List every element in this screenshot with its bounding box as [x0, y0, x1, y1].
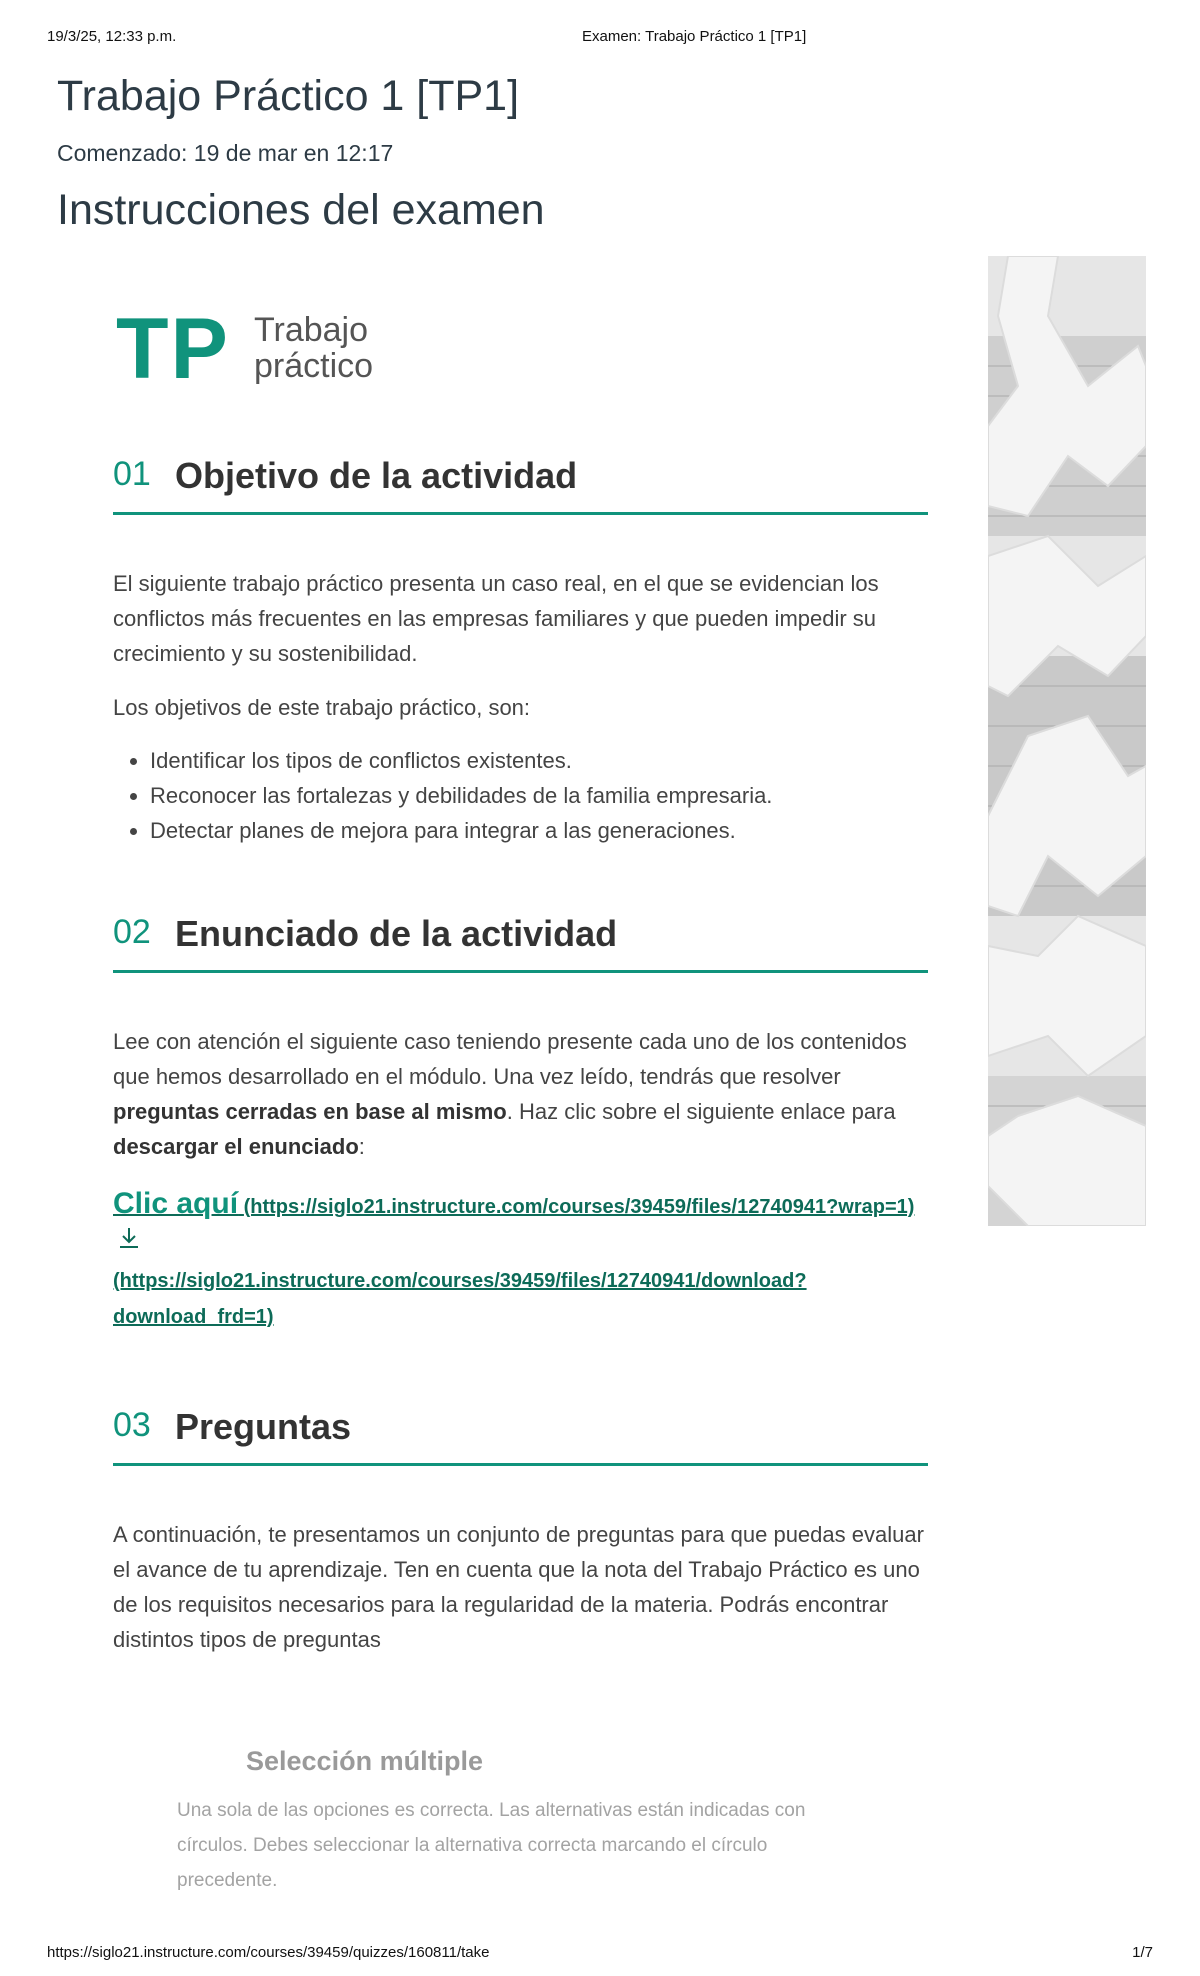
- clic-aqui-link-text: Clic aquí: [113, 1187, 239, 1220]
- section-number: 02: [113, 913, 151, 951]
- section-divider: [113, 1463, 928, 1466]
- section-enunciado-header: [113, 913, 928, 973]
- preguntas-paragraph: A continuación, te presentamos un conjunto de preguntas para que puedas evaluar el avance de tu aprendizaje. Ten en cuenta que la nota del Trabajo Práctico es uno de los requisitos necesarios para la regularidad de la materia. Podrás encontrar distintos tipos de preguntas: [113, 1522, 924, 1652]
- print-doc-title: Examen: Trabajo Práctico 1 [TP1]: [582, 28, 807, 45]
- enunciado-paragraph: [113, 1024, 928, 1164]
- section-title: Objetivo de la actividad: [175, 455, 578, 496]
- tp-logo-text: [254, 312, 373, 384]
- list-item: • Detectar planes de mejora para integrar a las generaciones.: [150, 813, 930, 848]
- enunciado-text: . Haz clic sobre el siguiente enlace para: [506, 1099, 896, 1124]
- objetivo-paragraph: El siguiente trabajo práctico presenta un caso real, en el que se evidencian los conflictos más frecuentes en las empresas familiares y que pueden impedir su crecimiento y su sostenibilidad.: [113, 571, 879, 666]
- print-url: https://siglo21.instructure.com/courses/39459/quizzes/160811/take: [47, 1944, 490, 1961]
- enunciado-view-link[interactable]: [113, 1187, 915, 1220]
- enunciado-bold-preguntas: preguntas cerradas en base al mismo: [113, 1099, 507, 1124]
- enunciado-links: [113, 1186, 928, 1335]
- section-divider: [113, 970, 928, 973]
- enunciado-bold-descargar: descargar el enunciado: [113, 1134, 359, 1159]
- tp-logo-mark: TP: [116, 301, 230, 397]
- architecture-image-icon: [988, 256, 1146, 1226]
- question-type-title: Selección múltiple: [246, 1746, 484, 1776]
- print-footer: [47, 1944, 1153, 1964]
- question-type-description: Una sola de las opciones es correcta. Las alternativas están indicadas con círculos. Debes seleccionar la alternativa correcta marcando el círculo precedente.: [177, 1800, 806, 1891]
- quiz-started-time: Comenzado: 19 de mar en 12:17: [57, 140, 394, 166]
- download-arrow-icon: [117, 1225, 141, 1251]
- section-number: 01: [113, 455, 151, 493]
- decorative-side-image: [988, 256, 1146, 1226]
- enunciado-text: :: [358, 1134, 365, 1159]
- list-item: • Identificar los tipos de conflictos existentes.: [150, 743, 930, 778]
- section-objetivo-header: [113, 455, 928, 515]
- section-title: Preguntas: [175, 1406, 352, 1447]
- print-date: 19/3/25, 12:33 p.m.: [47, 28, 177, 45]
- enunciado-text: Lee con atención el siguiente caso teniendo presente cada uno de los contenidos que hemos desarrollado en el módulo. Una vez leído, tendrás que resolver: [113, 1029, 907, 1089]
- section-divider: [113, 512, 928, 515]
- page-title: Trabajo Práctico 1 [TP1]: [57, 72, 520, 120]
- download-icon[interactable]: [117, 1225, 141, 1263]
- view-link-url: (https://siglo21.instructure.com/courses/39459/files/12740941?wrap=1): [243, 1196, 915, 1218]
- print-header: [47, 28, 1153, 48]
- instructions-heading: Instrucciones del examen: [57, 186, 545, 234]
- tp-logo-line2: práctico: [254, 347, 374, 385]
- print-page-number: 1/7: [1132, 1944, 1153, 1961]
- section-number: 03: [113, 1406, 151, 1444]
- objectives-list: [113, 743, 930, 848]
- list-item: • Reconocer las fortalezas y debilidades de la familia empresaria.: [150, 778, 930, 813]
- section-title: Enunciado de la actividad: [175, 913, 618, 954]
- tp-logo-line1: Trabajo: [254, 311, 369, 349]
- objetivos-intro: Los objetivos de este trabajo práctico, son:: [113, 695, 531, 720]
- enunciado-download-link[interactable]: (https://siglo21.instructure.com/courses/39459/files/12740941/download?download_frd=1): [113, 1270, 807, 1328]
- section-preguntas-header: [113, 1406, 928, 1466]
